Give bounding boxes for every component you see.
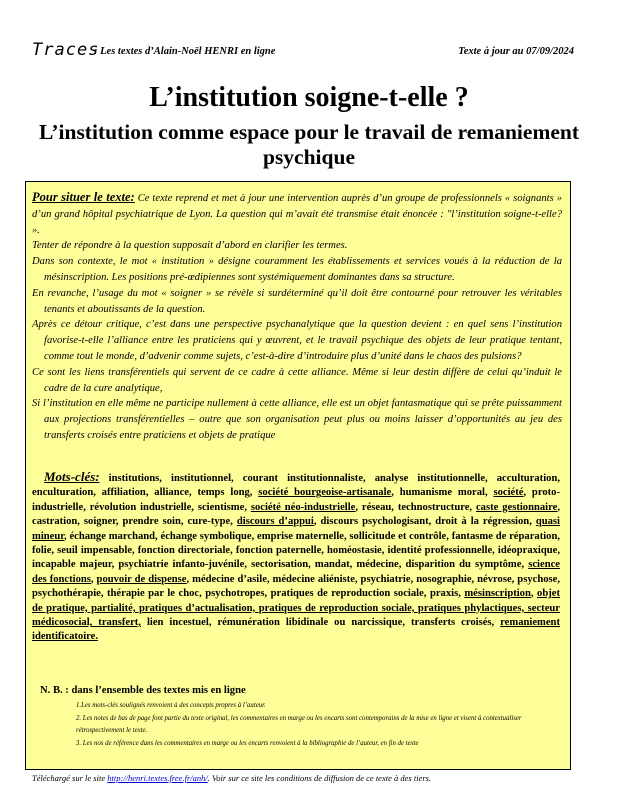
keyword-underlined: caste gestionnaire xyxy=(475,501,558,513)
keyword-underlined: société xyxy=(493,487,524,499)
summary-box xyxy=(25,181,571,770)
intro-paragraph-7: Si l’institution en elle même ne participe nullement à cette alliance, elle est un objet fantasmatique qui se prête puissamment aux projections transférentielles – outre que son organisation peut plus ou moins laisser d’opportunités au jeu des transferts croisés entre praticiens et objets de pratique xyxy=(32,398,562,441)
keywords-text: , castration, soigner, prendre soin, cure-type, xyxy=(32,501,560,528)
keywords-text: institutions, institutionnel, courant institutionnaliste, analyse institutionnelle, acculturation, enculturation, affiliation, alliance, temps long, xyxy=(32,473,560,499)
intro-lead: Pour situer le texte: xyxy=(32,190,135,204)
header-subtitle: : Les textes d’Alain-Noël HENRI en ligne xyxy=(94,46,276,57)
keywords-text: , réseau, technostructure, xyxy=(355,501,473,513)
nb-note-3: 3. Les nos de référence dans les commentaires en marge ou les encarts renvoient à la bibliographie de l’auteur, en fin de texte xyxy=(76,739,419,747)
keywords-text: , humanisme moral, xyxy=(391,487,488,499)
footer-prefix: Téléchargé sur le site xyxy=(32,773,106,783)
keyword-underlined: société néo-industrielle xyxy=(250,501,356,513)
keyword-underlined: science des fonctions xyxy=(32,559,560,585)
keywords-text: , discours psychologisant, droit à la régression, xyxy=(313,516,532,528)
nb-note-2: 2. Les notes de bas de page font partie du texte original, les commentaires en marge ou les encarts sont contemporains de la mise en ligne et visent à contextualiser rétrospectivement le texte. xyxy=(76,714,522,734)
keywords-text: , échange marchand, échange symbolique, emprise maternelle, sollicitude et contrôle, fantasme de réparation, folie, seuil impensable, fonction directoriale, fonction paternelle, homéostasie, identité professionnelle, idéopraxique, incapable majeur, psychiatrie infanto-juvénile, sectorisation, mandat, médecine, disparition du symptôme, xyxy=(32,530,560,571)
keyword-underlined: mésinscription xyxy=(464,588,531,600)
intro-paragraph-2: Tenter de répondre à la question supposait d’abord en clarifier les termes. xyxy=(32,240,348,252)
keywords-text: , médecine d’asile, médecine aliéniste, psychiatrie, nosographie, névrose, psychose, psychothérapie, thérapie par le choc, psychotropes, pratiques de reproduction sociale, praxis, xyxy=(32,573,560,600)
keywords-text: , xyxy=(90,573,94,585)
footer-suffix: . Voir sur ce site les conditions de diffusion de ce texte à des tiers. xyxy=(207,773,432,783)
keyword-underlined: objet de pratique, partialité, pratiques d’actualisation, pratiques de reproduction sociale, pratiques phylactiques, secteur médicosocial, transfert, xyxy=(32,588,560,629)
nb-notes xyxy=(76,700,560,750)
intro-text-1: Ce texte reprend et met à jour une intervention auprès d’un groupe de professionnels « soignants » d’un grand hôpital psychiatrique de Lyon. La question qui m’avait été transmise était énoncée : "l’institution soigne-t-elle? ». xyxy=(32,193,563,236)
keywords-label: Mots-clés: xyxy=(44,469,100,484)
keyword-underlined: discours d’appui xyxy=(236,516,314,528)
keywords-text: lien incestuel, rémunération libidinale ou narcissique, transferts croisés, xyxy=(146,617,495,629)
keyword-underlined: remaniement identificatoire. xyxy=(32,617,560,643)
keywords-section xyxy=(32,470,560,645)
keyword-underlined: pouvoir de dispense xyxy=(96,573,187,585)
keyword-underlined: quasi mineur xyxy=(32,516,560,542)
keywords-text: , xyxy=(530,588,534,600)
intro-paragraph-4: En revanche, l’usage du mot « soigner » se révèle si surdéterminé qu’il doit être contourné pour retrouver les véritables tenants et aboutissants de la question. xyxy=(32,287,562,315)
nb-heading: N. B. : dans l’ensemble des textes mis en ligne xyxy=(40,685,246,696)
intro-section xyxy=(32,190,562,444)
page-header xyxy=(32,40,582,64)
page-footer xyxy=(32,773,592,783)
page-subtitle: L’institution comme espace pour le travail de remaniement psychique xyxy=(38,120,580,169)
page-title: L’institution soigne-t-elle ? xyxy=(149,82,469,113)
site-link[interactable]: http://henri.textes.free.fr/anh/ xyxy=(107,773,208,783)
intro-paragraph-6: Ce sont les liens transférentiels qui servent de ce cadre à cette alliance. Même si leur destin diffère de celui qu’induit le cadre de la cure analytique, xyxy=(32,366,562,394)
intro-paragraph-5: Après ce détour critique, c’est dans une perspective psychanalytique que la question devient : en quel sens l’institution favorise-t-elle l’alliance entre les praticiens qui y œuvrent, et le travail psychique des objets de leur pratique tentant, comme tout le monde, d’advenir comme sujets, c’est-à-dire d’introduire plus d’unité dans le chaos des pulsions? xyxy=(32,319,562,362)
traces-logo: Traces xyxy=(32,40,100,60)
header-date: Texte à jour au 07/09/2024 xyxy=(458,46,574,57)
nb-note-1: 1.Les mots-clés soulignés renvoient à des concepts propres à l’auteur. xyxy=(76,702,266,709)
keywords-text: , proto-industrielle, révolution industrielle, scientisme, xyxy=(32,487,560,513)
keyword-underlined: société bourgeoise-artisanale xyxy=(258,487,392,499)
intro-paragraph-1 xyxy=(32,190,562,238)
intro-paragraph-3: Dans son contexte, le mot « institution » désigne couramment les établissements et services voués à la réduction de la mésinscription. Les positions pré-œdipiennes sont systémiquement dominantes dans sa structure. xyxy=(32,256,562,283)
